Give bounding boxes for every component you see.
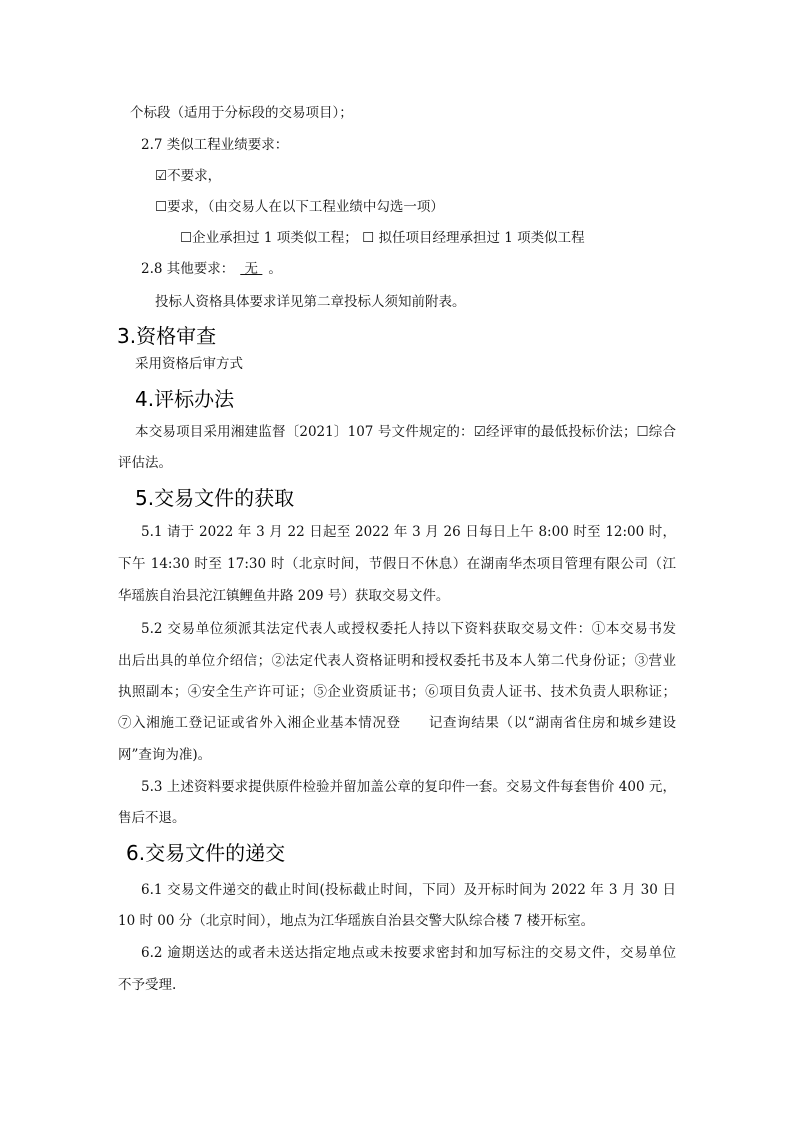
text-line: 5.1 请于 2022 年 3 月 22 日起至 2022 年 3 月 26 日每日上午 8:00 时至 12:00 时， [141,524,676,540]
checkbox-not-required: ☑不要求， [155,168,222,184]
checkbox-required: ☐要求，（由交易人在以下工程业绩中勾选一项） [155,199,444,215]
section-heading-4: 4.评标办法 [135,387,235,411]
text-line: 不予受理. [118,977,177,993]
section-heading-5: 5.交易文件的获取 [135,486,295,510]
section-heading-6: 6.交易文件的递交 [126,841,286,865]
text-line: 个标段（适用于分标段的交易项目）； [130,105,353,121]
punctuation: 。 [268,261,282,277]
text-line: 下午 14:30 时至 17:30 时（北京时间，节假日不休息）在湖南华杰项目管理有限公司（江 [118,556,676,572]
text-line: 华瑶族自治县沱江镇鲤鱼井路 209 号）获取交易文件。 [118,588,450,604]
text-line: 采用资格后审方式 [135,356,243,372]
text-line: 10 时 00 分（北京时间），地点为江华瑶族自治县交警大队综合楼 7 楼开标室。 [118,913,595,929]
text-line: 本交易项目采用湘建监督〔2021〕107 号文件规定的：☑经评审的最低投标价法；☐综合 [135,424,676,440]
text-line: 执照副本；④安全生产许可证；⑤企业资质证书；⑥项目负责人证书、技术负责人职称证； [118,684,676,700]
text-line: 6.2 逾期送达的或者未送达指定地点或未按要求密封和加写标注的交易文件，交易单位 [141,945,676,961]
text-line: 投标人资格具体要求详见第二章投标人须知前附表。 [155,294,466,310]
text-line: 5.3 上述资料要求提供原件检验并留加盖公章的复印件一套。交易文件每套售价 400 元， [141,779,676,795]
checkbox-options: ☐企业承担过 1 项类似工程； ☐ 拟任项目经理承担过 1 项类似工程 [180,230,585,246]
section-heading-3: 3.资格审查 [117,324,217,348]
requirement-2-8-value: 无 [240,261,263,277]
text-line: 网”查询为准)。 [118,747,212,763]
requirement-2-8 [141,260,282,278]
requirement-2-7-label: 2.7 类似工程业绩要求： [141,137,289,153]
text-line: 评估法。 [118,455,172,471]
text-line: 售后不退。 [118,810,186,826]
text-line: 6.1 交易文件递交的截止时间(投标截止时间，下同）及开标时间为 2022 年 3 月 30 日 [141,882,676,898]
requirement-2-8-label: 2.8 其他要求： [141,261,235,277]
text-line: 出后出具的单位介绍信；②法定代表人资格证明和授权委托书及本人第二代身份证；③营业 [118,653,676,669]
text-line: 5.2 交易单位须派其法定代表人或授权委托人持以下资料获取交易文件：①本交易书发 [141,621,676,637]
text-line: ⑦入湘施工登记证或省外入湘企业基本情况登 记查询结果（以“湖南省住房和城乡建设 [118,715,676,731]
